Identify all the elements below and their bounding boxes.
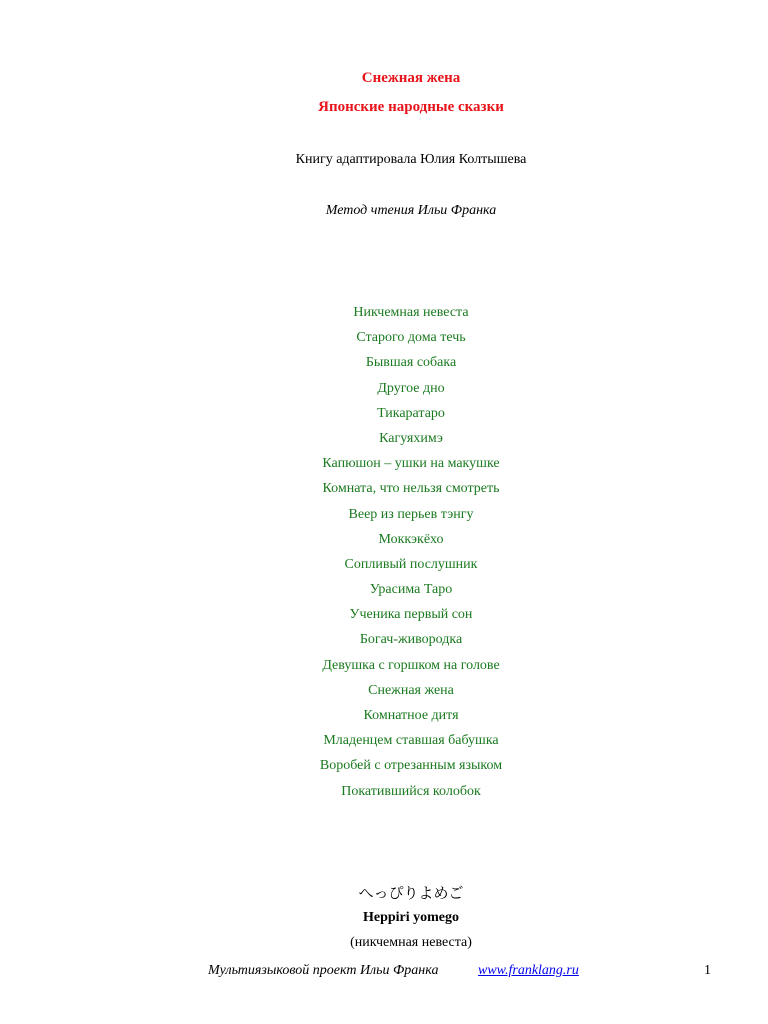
toc-item[interactable]: Моккэкёхо <box>378 531 444 547</box>
footer-website-link[interactable]: www.franklang.ru <box>478 963 579 978</box>
toc-item[interactable]: Урасима Таро <box>369 582 453 598</box>
toc-item[interactable]: Ученика первый сон <box>349 607 473 623</box>
toc-item[interactable]: Никчемная невеста <box>353 305 469 320</box>
toc-item[interactable]: Покатившийся колобок <box>341 783 481 799</box>
page-number: 1 <box>704 963 711 978</box>
toc-item[interactable]: Снежная жена <box>368 682 454 698</box>
book-subtitle: Японские народные сказки <box>318 99 504 115</box>
story-title-translation: (никчемная невеста) <box>350 935 472 950</box>
adapted-by: Книгу адаптировала Юлия Колтышева <box>295 152 527 167</box>
toc-item[interactable]: Бывшая собака <box>365 355 457 371</box>
page-footer <box>0 963 768 983</box>
table-of-contents <box>0 303 768 807</box>
toc-item[interactable]: Другое дно <box>377 380 445 396</box>
toc-item[interactable]: Младенцем ставшая бабушка <box>323 733 499 749</box>
story-title-romaji: Heppiri yomego <box>362 910 460 925</box>
toc-item[interactable]: Сопливый послушник <box>344 556 478 572</box>
toc-item[interactable]: Кагуяхимэ <box>379 430 443 446</box>
toc-item[interactable]: Комнатное дитя <box>363 708 459 723</box>
story-title-japanese: へっぴりよめご <box>358 884 464 902</box>
toc-item[interactable]: Богач-живородка <box>359 632 463 648</box>
toc-item[interactable]: Девушка с горшком на голове <box>322 657 500 673</box>
book-title: Снежная жена <box>361 70 461 86</box>
toc-item[interactable]: Старого дома течь <box>356 330 466 346</box>
toc-item[interactable]: Капюшон – ушки на макушке <box>322 456 500 472</box>
footer-project: Мультиязыковой проект Ильи Франка <box>208 963 439 978</box>
toc-item[interactable]: Воробей с отрезанным языком <box>319 758 503 774</box>
reading-method: Метод чтения Ильи Франка <box>325 203 497 218</box>
toc-item[interactable]: Тикаратаро <box>377 405 445 421</box>
toc-item[interactable]: Комната, что нельзя смотреть <box>322 481 500 497</box>
toc-item[interactable]: Веер из перьев тэнгу <box>348 506 474 522</box>
